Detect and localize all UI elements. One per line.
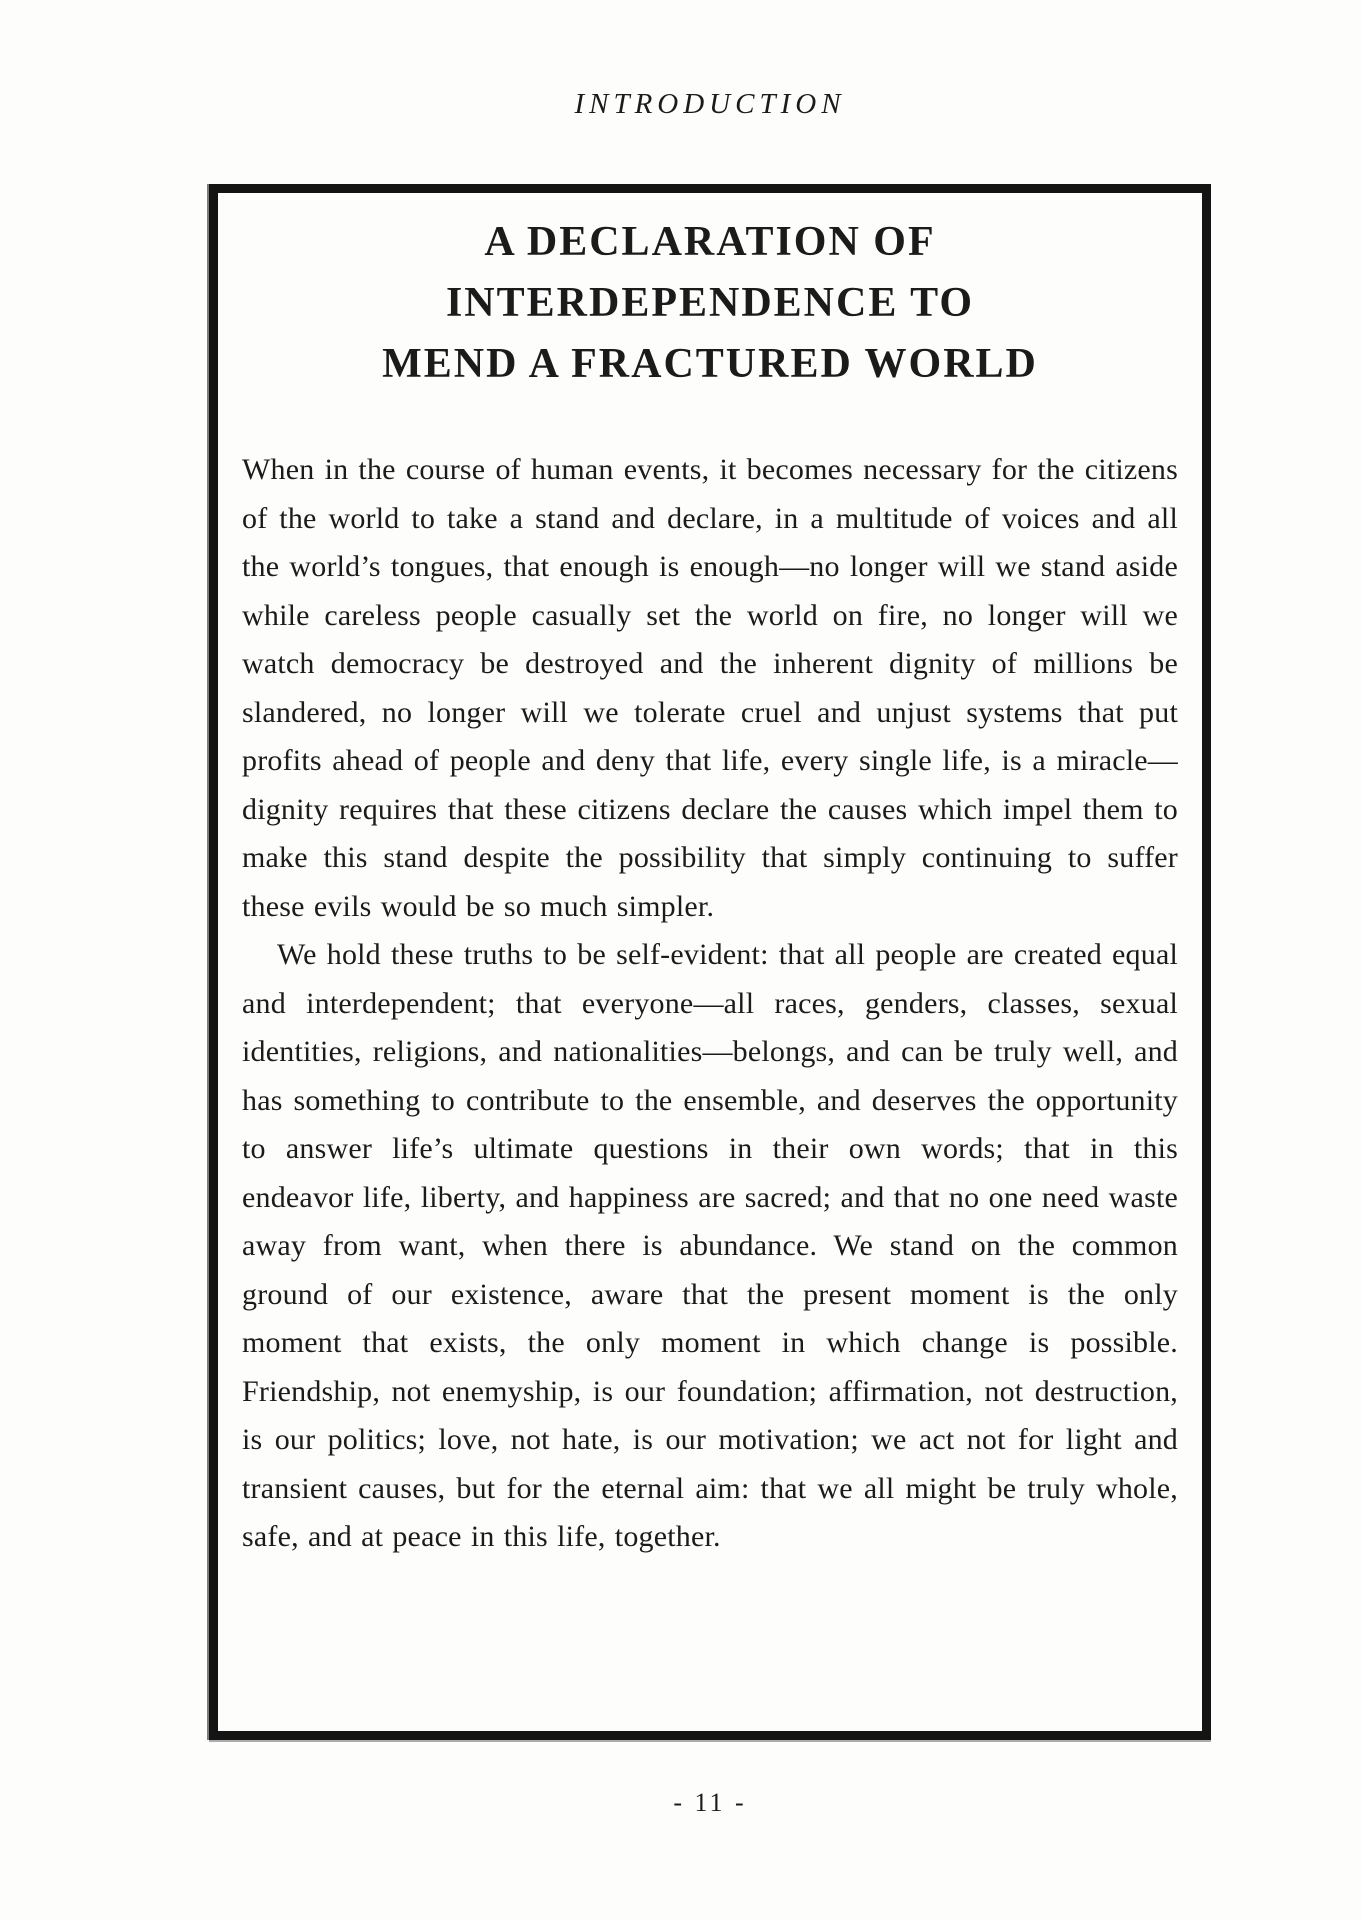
declaration-paragraph-1: When in the course of human events, it becomes necessary for the citizens of the world to take a stand and declare, in a multitude of voices and all the world’s tongues, that enough is enough—no longer will we stand aside while careless people casually set the world on fire, no longer will we watch democracy be destroyed and the inherent dignity of millions be slandered, no longer will we tolerate cruel and unjust systems that put profits ahead of people and deny that life, every single life, is a miracle—dignity requires that these citizens declare the causes which impel them to make this stand despite the possibility that simply continuing to suffer these evils would be so much simpler.	[242, 453, 1178, 923]
declaration-title	[242, 212, 1178, 395]
page-number: - 11 -	[673, 1788, 747, 1817]
declaration-title-line-3: MEND A FRACTURED WORLD	[382, 341, 1038, 387]
declaration-paragraph-2: We hold these truths to be self-evident: that all people are created equal and interdependent; that everyone—all races, genders, classes, sexual identities, religions, and nationalities—belongs, and can be truly well, and has something to contribute to the ensemble, and deserves the opportunity to answer life’s ultimate questions in their own words; that in this endeavor life, liberty, and happiness are sacred; and that no one need waste away from want, when there is abundance. We stand on the common ground of our existence, aware that the present moment is the only moment that exists, the only moment in which change is possible. Friendship, not enemyship, is our foundation; affirmation, not destruction, is our politics; love, not hate, is our motivation; we act not for light and transient causes, but for the eternal aim: that we all might be truly whole, safe, and at peace in this life, together.	[242, 938, 1178, 1553]
declaration-title-line-1: A DECLARATION OF	[484, 219, 936, 265]
declaration-title-line-2: INTERDEPENDENCE TO	[445, 280, 975, 326]
running-header: INTRODUCTION	[574, 88, 846, 120]
declaration-body	[242, 446, 1178, 1562]
declaration-box	[209, 184, 1211, 1740]
